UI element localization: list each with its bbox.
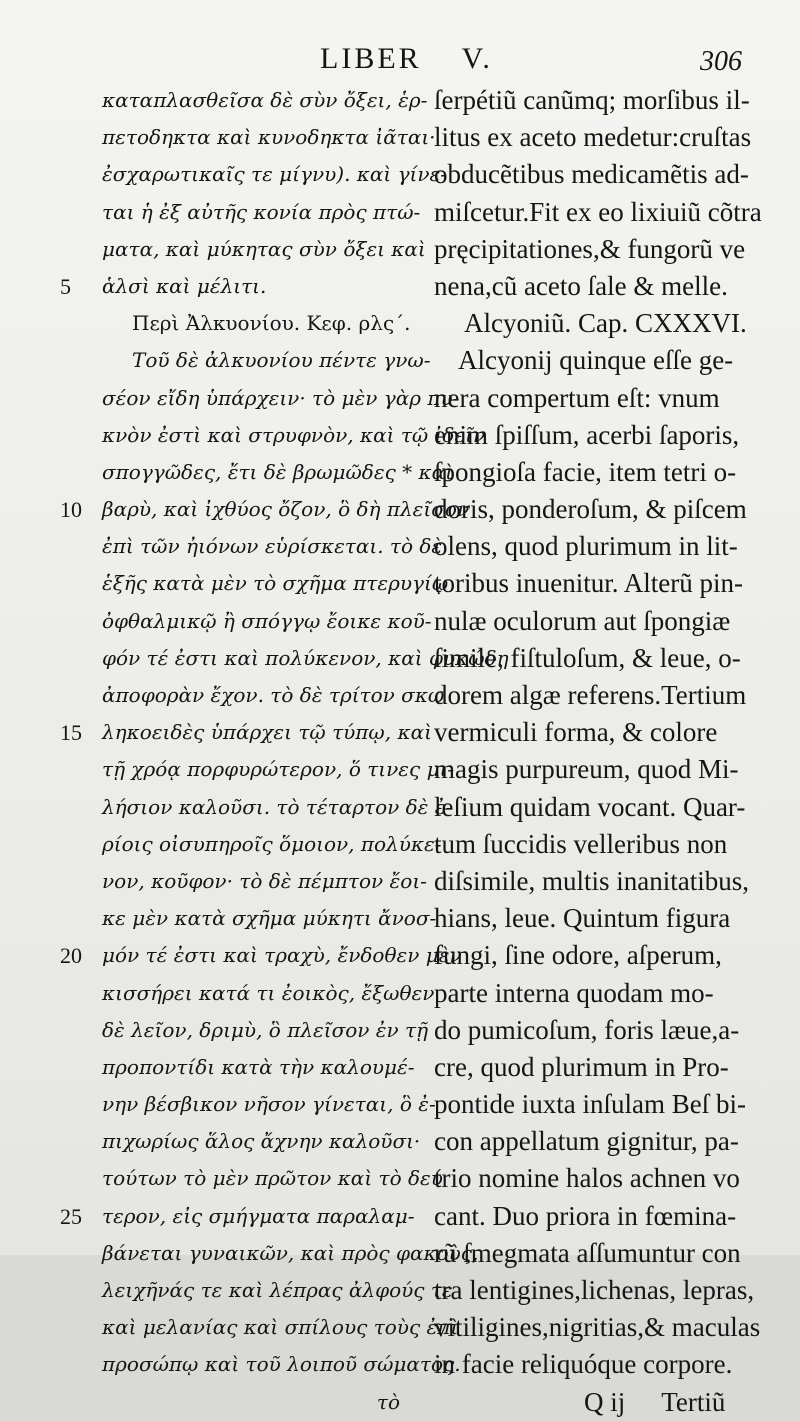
greek-line-text: ἐσχαρωτικαῖς τε μίγνυ). καὶ γίνε- [102, 162, 448, 187]
latin-text-line: trio nomine halos achnen vo [434, 1163, 740, 1194]
latin-text-line: doris, ponderoſum, & piſcem [434, 494, 747, 525]
line-number: 25 [60, 1203, 82, 1229]
greek-text-line [60, 231, 426, 268]
greek-line-text: Τοῦ δὲ ἀλκυονίου πέντε γνω- [132, 348, 431, 373]
greek-text-line [60, 1012, 429, 1049]
latin-text-line: magis purpureum, quod Mi- [434, 754, 739, 785]
greek-line-text: ται ἡ ἐξ αὐτῆς κονία πρὸς πτώ- [102, 199, 421, 224]
greek-text-line [60, 565, 449, 602]
greek-text-line [60, 268, 420, 305]
greek-text-line [60, 194, 420, 231]
greek-text-line [60, 1123, 420, 1160]
greek-text-line [60, 975, 435, 1012]
greek-line-text: λειχῆνάς τε καὶ λέπρας ἀλφούς τε [102, 1278, 453, 1302]
greek-text-line [60, 677, 445, 714]
signature-mark: Q ij [584, 1386, 626, 1417]
latin-text-line: litus ex aceto medetur:cruſtas [434, 122, 752, 153]
greek-text-line [60, 603, 432, 640]
greek-text-line [60, 714, 432, 751]
greek-text-line [60, 1086, 436, 1123]
greek-text-line [60, 119, 436, 156]
greek-line-text: ὀφθαλμικῷ ἢ σπόγγῳ ἔοικε κοῦ- [102, 608, 432, 633]
greek-text-line [60, 380, 460, 417]
greek-text-line [60, 156, 448, 193]
greek-text-line [60, 789, 453, 826]
latin-text-line: rũ ſmegmata aſſumuntur con [434, 1237, 741, 1268]
greek-text-line [60, 528, 443, 565]
greek-line-text: βάνεται γυναικῶν, καὶ πρὸς φακοὺς, [102, 1240, 479, 1265]
greek-text-line [60, 640, 509, 677]
greek-text-line [60, 751, 455, 788]
greek-text-line [60, 1198, 420, 1235]
latin-text-line: tra lentigines,lichenas, lepras, [434, 1275, 755, 1305]
greek-text-line [60, 1384, 420, 1421]
latin-text-line: nulæ oculorum aut ſpongiæ [434, 605, 731, 636]
greek-line-text: τούτων τὸ μὲν πρῶτον καὶ τὸ δεύ [102, 1166, 443, 1191]
greek-line-text: κισσήρει κατά τι ἐοικὸς, ἔξωθεν [102, 980, 435, 1005]
latin-text-line: diſsimile, multis inanitatibus, [434, 865, 749, 896]
greek-line-text: καὶ μελανίας καὶ σπίλους τοὺς ἐπὶ [102, 1315, 459, 1340]
page-header [0, 38, 800, 78]
latin-text-line: in facie reliquóque corpore. [434, 1349, 733, 1380]
greek-line-text: ἑξῆς κατὰ μὲν τὸ σχῆμα πτερυγίῳ [102, 571, 449, 596]
greek-text-line [60, 342, 431, 379]
latin-text-line: pręcipitationes,& fungorũ ve [434, 233, 746, 264]
greek-line-text: δὲ λεῖον, δριμὺ, ὃ πλεῖσον ἐν τῇ [102, 1017, 429, 1042]
latin-text-line: tum ſuccidis velleribus non [434, 828, 728, 859]
greek-text-line [60, 82, 428, 119]
greek-line-text: μόν τέ ἐστι καὶ τραχὺ, ἔνδοθεν μὲν [102, 943, 462, 968]
latin-text-line: pontide iuxta inſulam Beſ bi- [434, 1089, 746, 1120]
latin-text-line: enim ſpiſſum, acerbi ſaporis, [434, 419, 740, 450]
greek-line-text: Περὶ Ἀλκυονίου. Κεφ. ρλς´. [132, 311, 411, 336]
greek-text-line [60, 1049, 420, 1086]
latin-chapter-heading: Alcyoniũ. Cap. CXXXVI. [464, 308, 747, 339]
greek-line-text: κνὸν ἐστὶ καὶ στρυφνὸν, καὶ τῷ ἰδεῖν [102, 422, 486, 447]
greek-line-text: ἀποφορὰν ἔχον. τὸ δὲ τρίτον σκω [102, 683, 445, 707]
line-number: 5 [60, 273, 71, 299]
catchword: Tertiũ [661, 1386, 726, 1417]
greek-line-text: σπογγῶδες, ἔτι δὲ βρωμῶδες * καὶ [102, 459, 453, 484]
latin-text-line: hians, leue. Quintum figura [434, 903, 731, 934]
greek-line-text: τὸ [376, 1389, 400, 1414]
greek-line-text: νην βέσβικον νῆσον γίνεται, ὃ ἐ- [102, 1092, 436, 1117]
greek-line-text: ἐπὶ τῶν ἠιόνων εὑρίσκεται. τὸ δὲ [102, 534, 443, 559]
greek-text-line [60, 1235, 479, 1272]
greek-text-line [60, 826, 442, 863]
greek-line-text: προποντίδι κατὰ τὴν καλουμέ- [102, 1054, 415, 1079]
greek-text-column [60, 82, 509, 1421]
greek-text-line [60, 937, 462, 974]
latin-text-line: vitiligines,nigritias,& maculas [434, 1312, 761, 1343]
greek-line-text: νον, κοῦφον· τὸ δὲ πέμπτον ἔοι- [102, 868, 427, 893]
latin-text-line: fungi, ſine odore, aſperum, [434, 940, 722, 971]
greek-line-text: φόν τέ ἐστι καὶ πολύκενον, καὶ φυκώδη [102, 645, 509, 670]
greek-line-text: ματα, καὶ μύκητας σὺν ὄξει καὶ [102, 236, 426, 261]
greek-line-text: κε μὲν κατὰ σχῆμα μύκητι ἄνοσ- [102, 906, 437, 931]
latin-text-line: dorem algæ referens.Tertium [434, 680, 747, 710]
greek-text-line [60, 1272, 453, 1309]
signature-line [434, 1384, 770, 1421]
running-head: LIBER V. [320, 42, 493, 75]
line-number: 20 [60, 943, 82, 969]
latin-text-line: nena,cũ aceto ſale & melle. [434, 270, 728, 301]
greek-text-line [60, 1309, 459, 1346]
latin-text-line: vermiculi forma, & colore [434, 717, 718, 748]
latin-text-line: ſimile, fiſtuloſum, & leue, o- [434, 642, 741, 673]
greek-line-text: πετοδηκτα καὶ κυνοδηκτα ἰᾶται· [102, 125, 436, 150]
latin-text-line: miſcetur.Fit ex eo lixiuiũ cõtra [434, 196, 762, 227]
latin-text-line: leſium quidam vocant. Quar- [434, 791, 746, 822]
greek-text-line [60, 900, 437, 937]
latin-text-line: Alcyonij quinque eſſe ge- [458, 345, 734, 376]
latin-text-line: cre, quod plurimum in Pro- [434, 1051, 729, 1082]
greek-chapter-heading [60, 305, 420, 342]
latin-text-line: parte interna quodam mo- [434, 977, 714, 1008]
latin-text-line: ſerpétiũ canũmq; morſibus il- [434, 85, 750, 115]
greek-line-text: τερον, εἰς σμήγματα παραλαμ- [102, 1203, 415, 1228]
line-number: 15 [60, 720, 82, 746]
greek-text-line [60, 417, 486, 454]
line-number: 10 [60, 497, 82, 523]
folio-number: 306 [700, 46, 742, 77]
latin-text-line: cant. Duo priora in fœmina- [434, 1200, 737, 1231]
greek-line-text: προσώπῳ καὶ τοῦ λοιποῦ σώματος. [102, 1352, 461, 1377]
latin-text-line: con appellatum gignitur, pa- [434, 1126, 739, 1157]
greek-line-text: σέον εἴδη ὑπάρχειν· τὸ μὲν γὰρ πυ- [102, 385, 460, 410]
greek-line-text: πιχωρίως ἅλος ἄχνην καλοῦσι· [102, 1129, 421, 1154]
latin-text-line: ſpongioſa facie, item tetri o- [434, 456, 737, 487]
greek-line-text: ἁλσὶ καὶ μέλιτι. [102, 273, 267, 298]
latin-text-line: obducẽtibus medicamẽtis ad- [434, 159, 749, 190]
greek-text-line [60, 454, 453, 491]
latin-text-line: do pumicoſum, foris læue,a- [434, 1014, 740, 1045]
greek-text-line [60, 1346, 461, 1383]
latin-text-line: nera compertum eſt: vnum [434, 382, 720, 413]
greek-line-text: καταπλασθεῖσα δὲ σὺν ὄξει, ἑρ- [102, 88, 428, 112]
greek-line-text: ρίοις οἰσυπηροῖς ὅμοιον, πολύκε- [102, 831, 442, 856]
greek-line-text: λήσιον καλοῦσι. τὸ τέταρτον δὲ ἐ- [102, 794, 453, 819]
latin-text-line: olens, quod plurimum in lit- [434, 531, 738, 562]
greek-text-line [60, 1160, 443, 1197]
latin-text-column [434, 82, 770, 1421]
greek-line-text: βαρὺ, καὶ ἰχθύος ὄζον, ὃ δὴ πλεῖσον [102, 497, 470, 522]
greek-line-text: τῇ χρόᾳ πορφυρώτερον, ὅ τινες μι- [102, 757, 455, 782]
greek-line-text: ληκοειδὲς ὑπάρχει τῷ τύπῳ, καὶ [102, 720, 432, 745]
greek-text-line [60, 491, 470, 528]
greek-text-line [60, 863, 427, 900]
latin-text-line: toribus inuenitur. Alterũ pin- [434, 568, 743, 599]
